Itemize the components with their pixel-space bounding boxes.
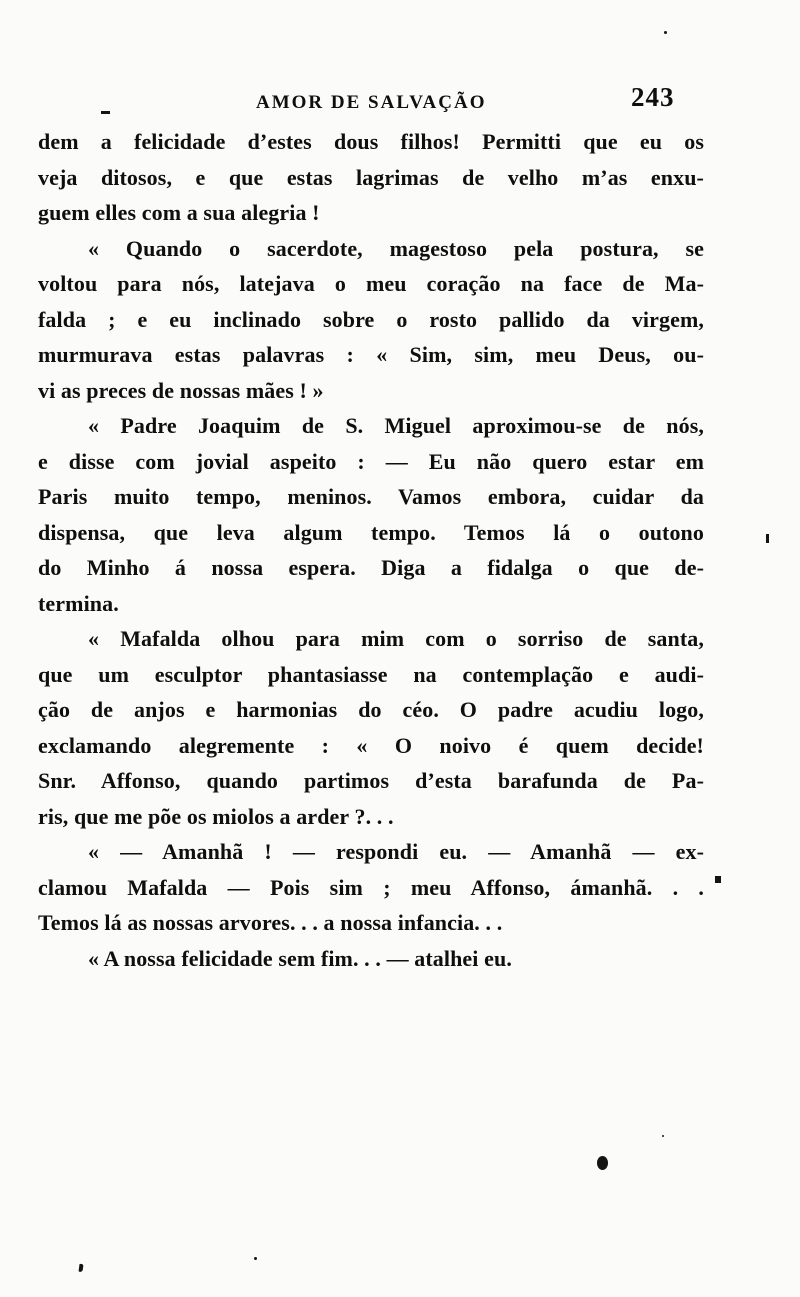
text-line: « Quando o sacerdote, magestoso pela postura, se xyxy=(88,235,704,261)
text-line: clamou Mafalda — Pois sim ; meu Affonso, ámanhã. . . xyxy=(38,874,704,900)
ink-speck xyxy=(662,1135,664,1137)
text-line: falda ; e eu inclinado sobre o rosto pallido da virgem, xyxy=(38,306,704,332)
ink-blot xyxy=(597,1156,608,1170)
text-line: Snr. Affonso, quando partimos d’esta barafunda de Pa- xyxy=(38,768,704,793)
text-line: « — Amanhã ! — respondi eu. — Amanhã — ex- xyxy=(88,839,704,864)
text-line: termina. xyxy=(38,590,119,616)
text-line: ção de anjos e harmonias do céo. O padre acudiu logo, xyxy=(38,697,704,722)
body-text-block xyxy=(38,124,704,976)
text-line: e disse com jovial aspeito : — Eu não quero estar em xyxy=(38,448,704,474)
ink-speck xyxy=(766,534,769,543)
running-title: AMOR DE SALVAÇÃO xyxy=(256,92,487,113)
text-line: vi as preces de nossas mães ! » xyxy=(38,377,324,403)
ink-speck xyxy=(254,1257,257,1260)
page-number: 243 xyxy=(631,82,675,112)
text-line: murmurava estas palavras : « Sim, sim, meu Deus, ou- xyxy=(38,342,704,367)
ink-speck xyxy=(715,876,721,883)
text-line: ris, que me põe os miolos a arder ?. . . xyxy=(38,803,394,829)
ink-speck xyxy=(78,1264,83,1272)
text-line: Paris muito tempo, meninos. Vamos embora, cuidar da xyxy=(38,484,704,509)
text-line: que um esculptor phantasiasse na contemplação e audi- xyxy=(38,661,704,687)
text-line: dispensa, que leva algum tempo. Temos lá o outono xyxy=(38,519,704,545)
text-line: exclamando alegremente : « O noivo é quem decide! xyxy=(38,732,704,758)
text-line: « Mafalda olhou para mim com o sorriso de santa, xyxy=(88,626,704,651)
text-line: guem elles com a sua alegria ! xyxy=(38,200,320,225)
text-line: do Minho á nossa espera. Diga a fidalga o que de- xyxy=(38,555,704,580)
text-line: dem a felicidade d’estes dous filhos! Permitti que eu os xyxy=(38,129,704,154)
ink-speck xyxy=(101,111,110,114)
text-line: « Padre Joaquim de S. Miguel aproximou-se de nós, xyxy=(88,413,704,438)
text-line: « A nossa felicidade sem fim. . . — atalhei eu. xyxy=(88,945,512,971)
text-line: voltou para nós, latejava o meu coração na face de Ma- xyxy=(38,271,704,296)
text-line: Temos lá as nossas arvores. . . a nossa infancia. . . xyxy=(38,910,503,935)
text-line: veja ditosos, e que estas lagrimas de velho m’as enxu- xyxy=(38,164,704,190)
ink-speck xyxy=(664,31,667,34)
